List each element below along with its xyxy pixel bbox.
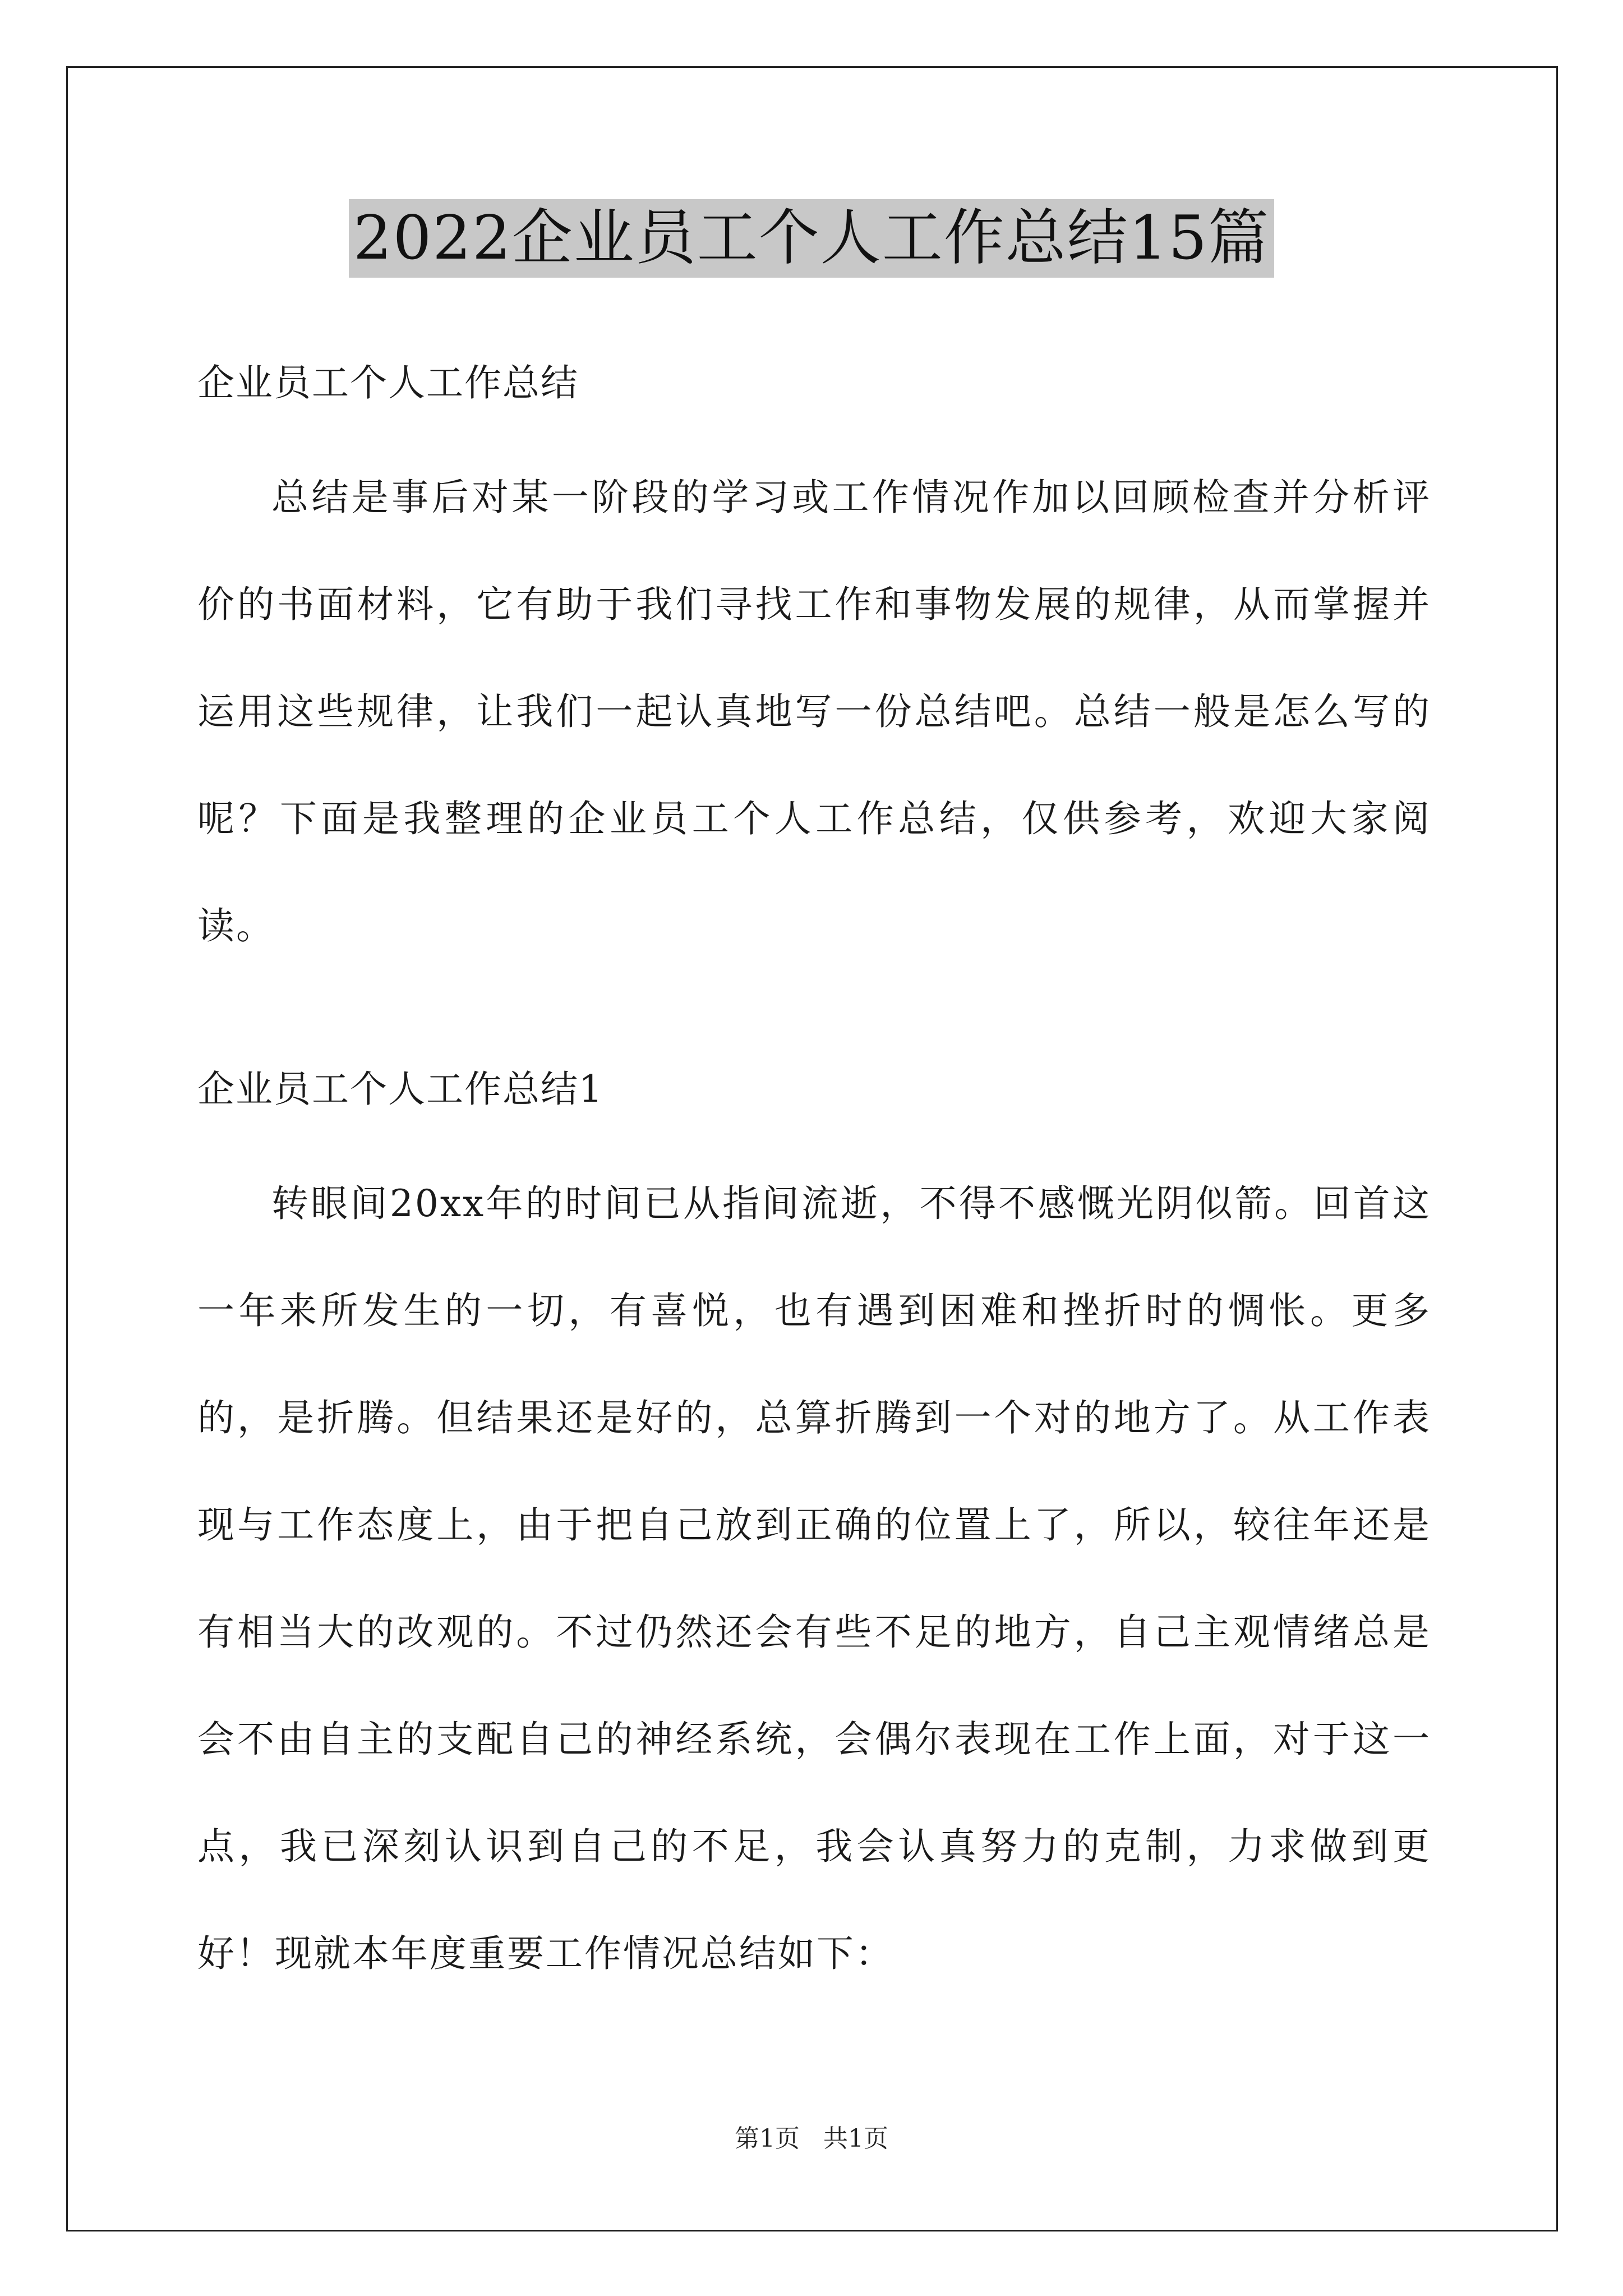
section1-paragraph: 转眼间20xx年的时间已从指间流逝，不得不感慨光阴似箭。回首这一年来所发生的一切，有喜悦，也有遇到困难和挫折时的惆怅。更多的，是折腾。但结果还是好的，总算折腾到一个对的地方了。从工作表现与工作态度上，由于把自己放到正确的位置上了，所以，较往年还是有相当大的改观的。不过仍然还会有些不足的地方，自己主观情绪总是会不由自主的支配自己的神经系统，会偶尔表现在工作上面，对于这一点，我已深刻认识到自己的不足，我会认真努力的克制，力求做到更好！现就本年度重要工作情况总结如下： — [197, 1182, 1431, 1975]
section-spacer — [197, 979, 1431, 1051]
spacer — [197, 421, 1431, 444]
document-body — [197, 345, 1431, 2007]
page-footer — [0, 2123, 1623, 2155]
spacer — [197, 1128, 1431, 1150]
page-total: 共1页 — [823, 2124, 888, 2153]
title-container — [0, 199, 1623, 278]
intro-heading: 企业员工个人工作总结 — [197, 361, 579, 404]
page-number: 第1页 — [735, 2124, 800, 2153]
document-title: 2022企业员工个人工作总结15篇 — [349, 199, 1274, 278]
section1-heading: 企业员工个人工作总结1 — [197, 1068, 603, 1111]
intro-paragraph: 总结是事后对某一阶段的学习或工作情况作加以回顾检查并分析评价的书面材料，它有助于我们寻找工作和事物发展的规律，从而掌握并运用这些规律，让我们一起认真地写一份总结吧。总结一般是怎么写的呢？下面是我整理的企业员工个人工作总结，仅供参考，欢迎大家阅读。 — [197, 476, 1431, 947]
